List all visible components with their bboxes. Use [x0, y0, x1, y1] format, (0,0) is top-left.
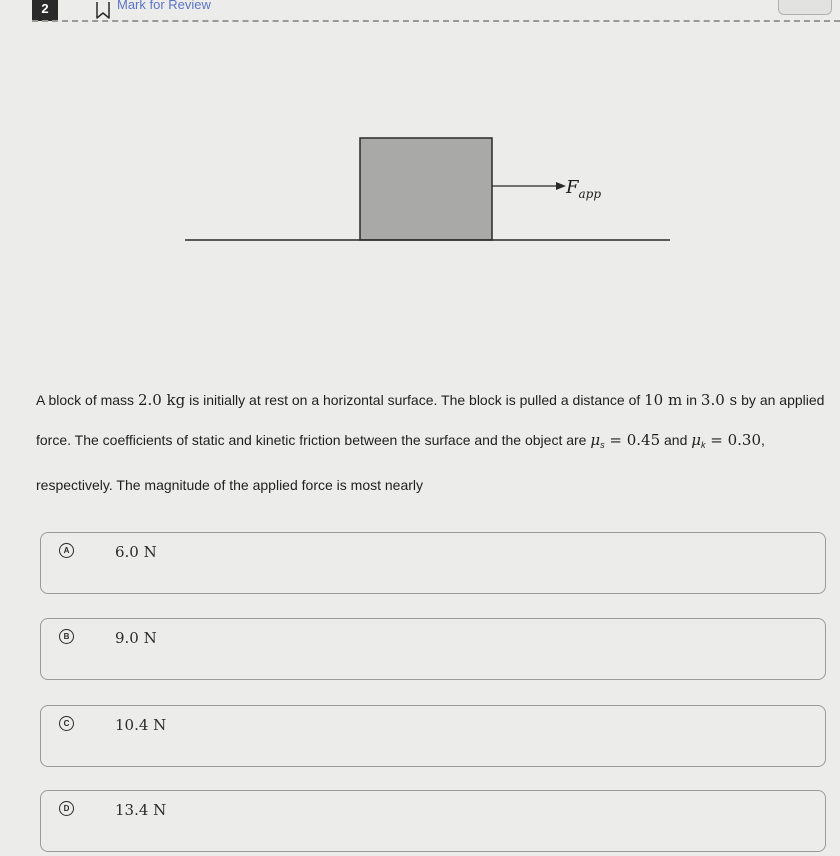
block-diagram — [180, 130, 680, 250]
mu-static: μ — [590, 431, 601, 449]
force-symbol: F — [566, 177, 579, 198]
block — [360, 138, 492, 240]
choice-b[interactable] — [40, 618, 826, 680]
mark-for-review-label[interactable]: Mark for Review — [117, 0, 211, 12]
choice-letter-b: B — [59, 629, 74, 644]
distance-value: 10 m — [644, 391, 683, 409]
choice-letter-d: D — [59, 801, 74, 816]
force-subscript: app — [578, 187, 602, 201]
choice-a[interactable] — [40, 532, 826, 594]
top-right-control[interactable] — [778, 0, 832, 15]
choice-letter-a: A — [59, 543, 74, 558]
choice-letter-c: C — [59, 716, 74, 731]
choice-c[interactable] — [40, 705, 826, 767]
choice-text-d: 13.4 N — [115, 801, 167, 819]
question-number-badge: 2 — [32, 0, 58, 21]
mu-kinetic: μ — [691, 431, 702, 449]
force-arrow-head — [556, 182, 566, 190]
time-value: 3.0 s — [700, 391, 738, 409]
top-divider — [32, 20, 840, 22]
choice-text-b: 9.0 N — [115, 629, 157, 647]
top-bar — [0, 0, 840, 22]
force-label — [565, 177, 601, 201]
question-text: A block of mass 2.0 kg is initially at rest on a horizontal surface. The block is pulled a distance of 10 m in 3.0 s by an applied force. The coefficients of static and kinetic friction between the surface and the object are $\mu_s = 0.45$ and $\mu_k = 0.30$, respectively. The magnitude of the applied force is most nearly — [36, 391, 825, 493]
choice-text-c: 10.4 N — [115, 716, 167, 734]
bookmark-icon[interactable] — [94, 0, 112, 20]
choice-d[interactable] — [40, 790, 826, 852]
mass-value: 2.0 kg — [137, 391, 186, 409]
choice-text-a: 6.0 N — [115, 543, 157, 561]
